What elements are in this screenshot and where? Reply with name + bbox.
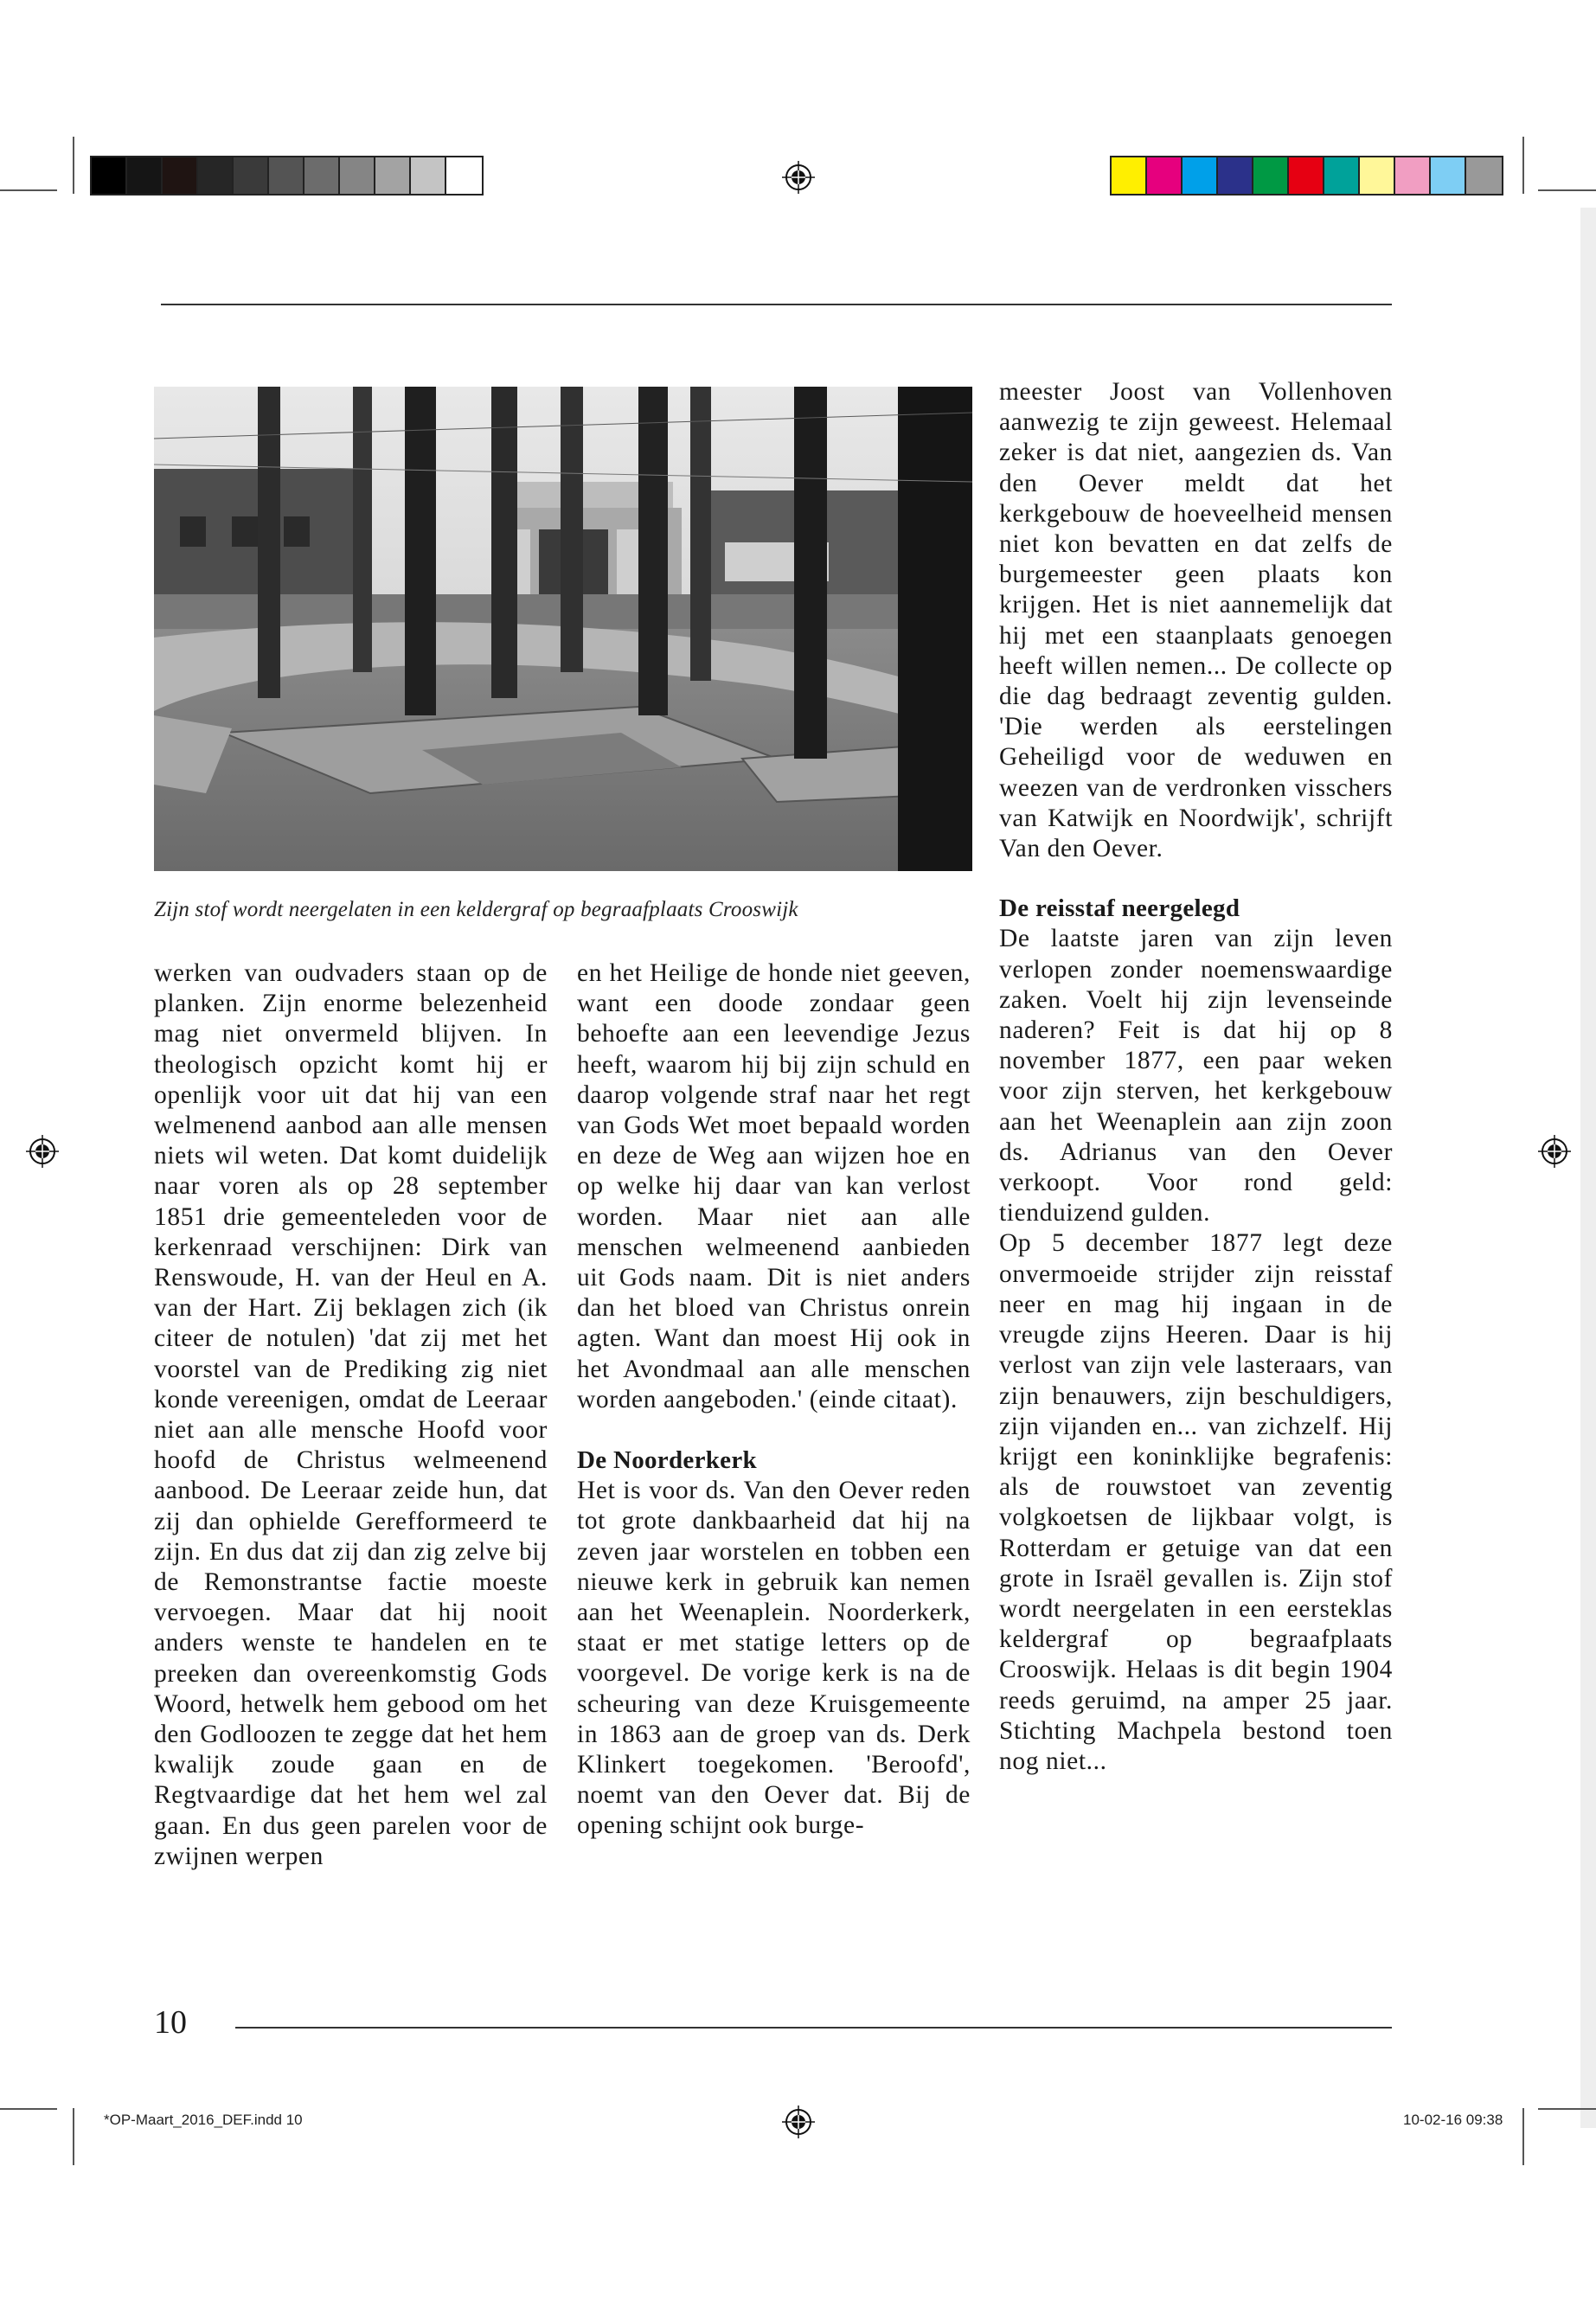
text-column-3 bbox=[999, 377, 1393, 1777]
file-slug: *OP-Maart_2016_DEF.indd 10 bbox=[104, 2112, 303, 2128]
crop-mark bbox=[73, 2108, 74, 2165]
photo-caption: Zijn stof wordt neergelaten in een keldergraf op begraafplaats Crooswijk bbox=[154, 898, 798, 921]
process-color-bar bbox=[1110, 156, 1503, 195]
color-swatch bbox=[1218, 157, 1253, 194]
color-swatch bbox=[1466, 157, 1502, 194]
paragraph: Het is voor ds. Van den Oever reden tot grote dankbaarheid dat hij na zeven jaar worstelen en tobben een nieuwe kerk in gebruik kan nemen aan het Weenaplein. Noorderkerk, staat er met statige letters op de voorgevel. De vorige kerk is na de scheuring van deze Kruisgemeente in 1863 aan de groep van ds. Derk Klinkert toegekomen. 'Beroofd', noemt van den Oever dat. Bij de opening schijnt ook burge- bbox=[577, 1477, 971, 1840]
registration-mark-icon bbox=[26, 1135, 59, 1168]
footer-rule bbox=[235, 2027, 1392, 2029]
color-swatch bbox=[411, 157, 446, 194]
page-edge-strip bbox=[1580, 208, 1596, 2128]
paragraph: meester Joost van Vollenhoven aanwezig te zijn geweest. Helemaal zeker is dat niet, aangezien ds. Van den Oever meldt dat het kerkgebouw de hoeveelheid mensen niet kon bevatten en dat zelfs de burgemeester geen plaats kon krijgen. Het is niet aannemelijk dat hij met een staanplaats genoegen heeft willen nemen... De collecte op die dag bedraagt zeventig gulden. 'Die werden als eerstelingen Geheiligd voor de weduwen en weezen van de verdronken visschers van Katwijk en Noordwijk', schrijft Van den Oever. bbox=[999, 378, 1393, 863]
section-heading: De reisstaf neergelegd bbox=[999, 894, 1240, 923]
color-swatch bbox=[304, 157, 340, 194]
paragraph: en het Heilige de honde niet geeven, want een doode zondaar geen behoefte aan een leevendige Jezus heeft, waarom hij bij zijn schuld en daarop volgende straf naar het regt van Gods Wet moet bepaald worden en deze de Weg aan wijzen hoe en op welke hij daar van kan verlost worden. Maar niet aan alle menschen welmeenend aanbieden uit Gods naam. Dit is niet anders dan het bloed van Christus onrein agten. Want dan moest Hij ook in het Avondmaal aan alle menschen worden aangeboden.' (einde citaat). bbox=[577, 959, 971, 1413]
color-swatch bbox=[269, 157, 304, 194]
text-column-2 bbox=[577, 958, 971, 1842]
print-date-slug: 10-02-16 09:38 bbox=[1403, 2112, 1503, 2128]
crop-mark bbox=[1538, 189, 1596, 191]
color-swatch bbox=[92, 157, 127, 194]
color-swatch bbox=[234, 157, 269, 194]
paragraph: Op 5 december 1877 legt deze onvermoeide strijder zijn reisstaf neer en mag hij ingaan in de vreugde zijns Heeren. Daar is hij verlost van zijn vele lasteraars, van zijn benauwers, zijn beschuldigers, zijn vijanden en... van zichzelf. Hij krijgt een koninklijke begrafenis: als de rouwstoet van zeventig volgkoetsen de lijkbaar volgt, is Rotterdam er getuige van dat een grote in Israël gevallen is. Zijn stof wordt neergelaten in een eersteklas keldergraf op begraafplaats Crooswijk. Helaas is dit begin 1904 reeds geruimd, na amper 25 jaar. Stichting Machpela bestond toen nog niet... bbox=[999, 1229, 1393, 1775]
color-swatch bbox=[1360, 157, 1395, 194]
registration-mark-icon bbox=[1538, 1135, 1571, 1168]
color-swatch bbox=[1431, 157, 1466, 194]
color-swatch bbox=[1253, 157, 1289, 194]
crop-mark bbox=[0, 189, 57, 191]
header-rule bbox=[161, 304, 1392, 305]
color-swatch bbox=[198, 157, 234, 194]
color-swatch bbox=[1395, 157, 1431, 194]
section-heading: De Noorderkerk bbox=[577, 1446, 757, 1475]
crop-mark bbox=[1522, 2108, 1524, 2165]
crop-mark bbox=[1538, 2108, 1596, 2110]
color-swatch bbox=[1324, 157, 1360, 194]
color-swatch bbox=[446, 157, 482, 194]
page-number: 10 bbox=[154, 2004, 187, 2041]
color-swatch bbox=[163, 157, 198, 194]
color-swatch bbox=[1112, 157, 1147, 194]
color-swatch bbox=[340, 157, 375, 194]
registration-mark-icon bbox=[782, 161, 815, 194]
color-swatch bbox=[1289, 157, 1324, 194]
crop-mark bbox=[0, 2108, 57, 2110]
color-swatch bbox=[1147, 157, 1183, 194]
color-swatch bbox=[375, 157, 411, 194]
crop-mark bbox=[73, 137, 74, 194]
paragraph: werken van oudvaders staan op de planken. Zijn enorme belezenheid mag niet onvermeld blijven. In theologisch opzicht komt hij er openlijk voor uit dat hij van een welmenend aanbod aan alle mensen niets wil weten. Dat komt duidelijk naar voren als op 28 september 1851 drie gemeenteleden voor de kerkenraad verschijnen: Dirk van Renswoude, H. van der Heul en A. van der Hart. Zij beklagen zich (ik citeer de notulen) 'dat zij met het voorstel van de Prediking zig niet konde vereenigen, omdat de Leeraar niet aan alle mensche Hoofd voor hoofd de Christus welmeenend aanbood. De Leeraar zeide hun, dat zij dan ophielde Gerefformeerd te zijn. En dus dat zij dan zig zelve bij de Remonstrantse factie moeste vervoegen. Maar dat hij nooit anders wenste te handelen en te preeken dan overeenkomstig Gods Woord, hetwelk hem gebood om het den Godloozen te zegge dat het hem kwalijk zoude gaan en de Regtvaardige dat het hem wel zal gaan. En dus geen parelen voor de zwijnen werpen bbox=[154, 959, 548, 1870]
registration-mark-icon bbox=[782, 2106, 815, 2138]
color-swatch bbox=[127, 157, 163, 194]
color-swatch bbox=[1183, 157, 1218, 194]
paragraph: De laatste jaren van zijn leven verlopen zonder noemenswaardige zaken. Voelt hij zijn levenseinde naderen? Feit is dat hij op 8 november 1877, een paar weken voor zijn sterven, het kerkgebouw aan het Weenaplein aan zijn zoon ds. Adrianus van den Oever verkoopt. Voor rond geld: tienduizend gulden. bbox=[999, 925, 1393, 1227]
grayscale-color-bar bbox=[90, 156, 484, 195]
crop-mark bbox=[1522, 137, 1524, 194]
text-column-1 bbox=[154, 958, 548, 1872]
cemetery-photo bbox=[154, 387, 972, 871]
